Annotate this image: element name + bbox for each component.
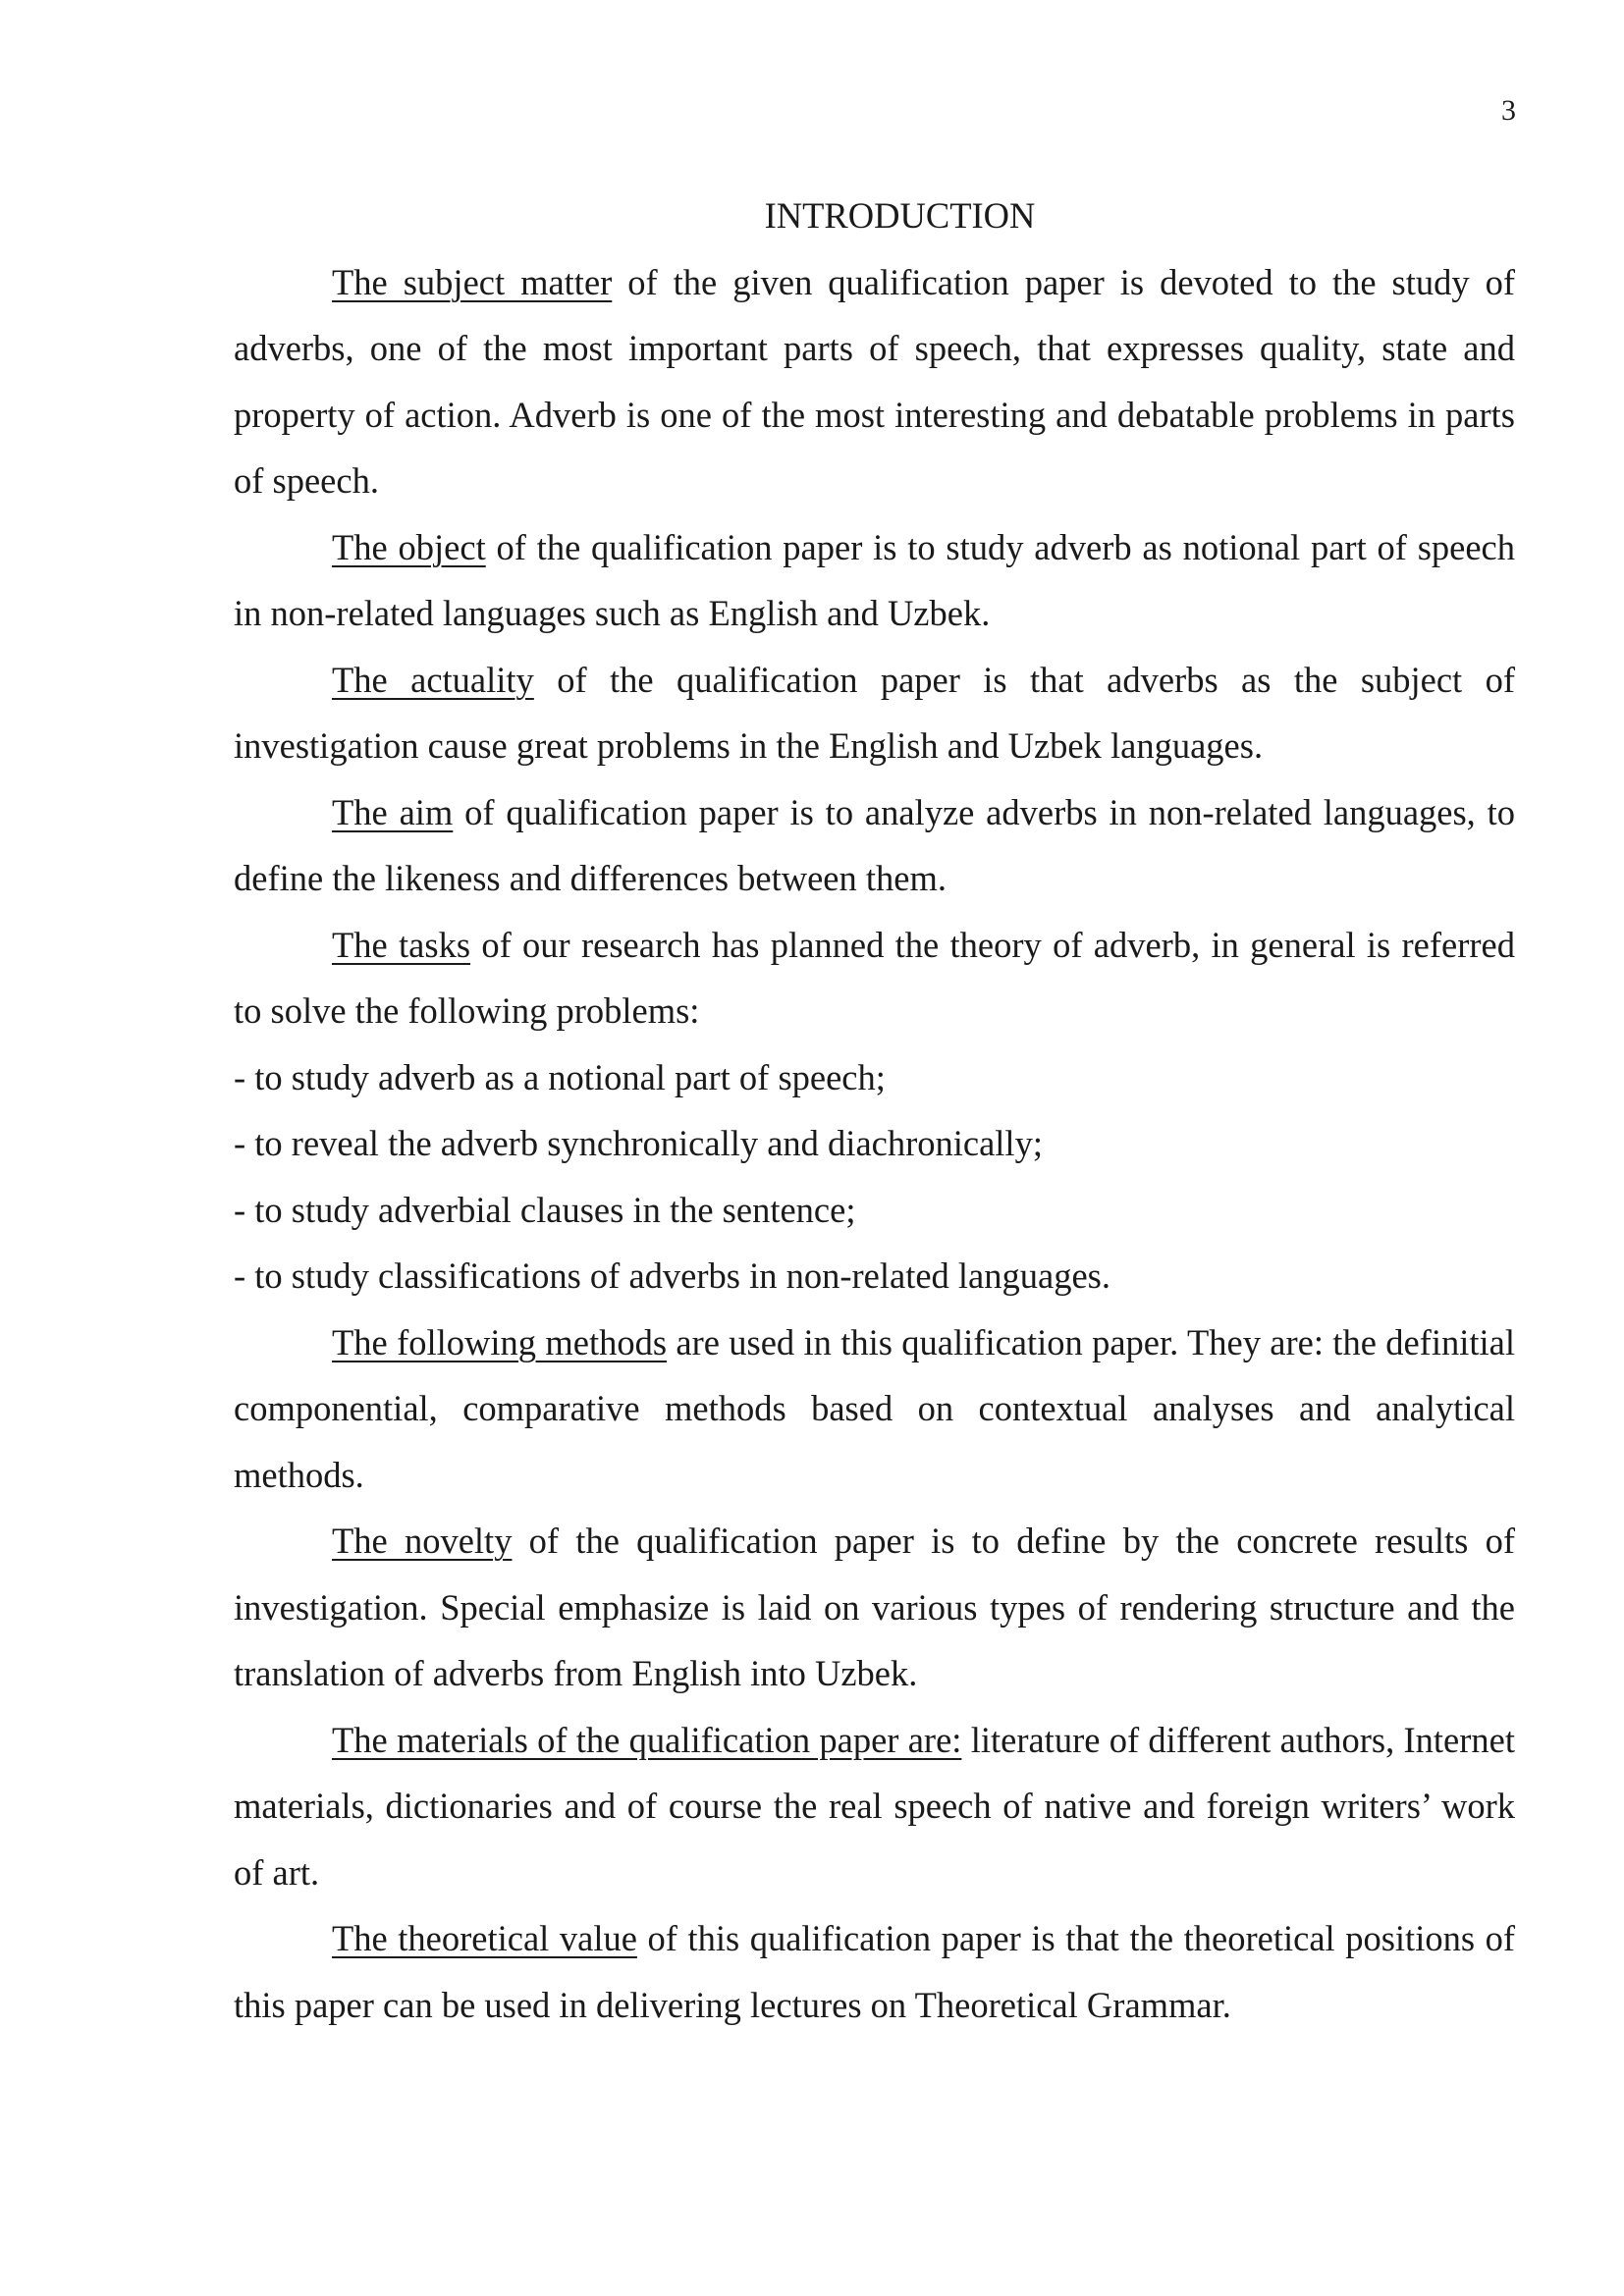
paragraph-lead: The theoretical value bbox=[332, 1918, 637, 1958]
paragraph-methods bbox=[234, 1309, 1515, 1509]
paragraph-actuality bbox=[234, 647, 1515, 779]
section-heading: INTRODUCTION bbox=[764, 195, 1036, 236]
paragraph-lead: The materials of the qualification paper are: bbox=[332, 1719, 962, 1760]
paragraph-text: of our research has planned the theory of adverb, in general is referred to solve the following problems: bbox=[234, 924, 1515, 1031]
paragraph-lead: The object bbox=[332, 526, 486, 567]
paragraph-subject-matter bbox=[234, 249, 1515, 514]
paragraph-aim bbox=[234, 779, 1515, 912]
paragraph-lead: The novelty bbox=[332, 1521, 513, 1561]
page-number: 3 bbox=[1501, 94, 1516, 127]
paragraph-text: of the given qualification paper is devoted to the study of adverbs, one of the most important parts of speech, that expresses quality, state and property of action. Adverb is one of the most interesting and debatable problems in parts of speech. bbox=[234, 261, 1515, 501]
paragraph-theoretical-value bbox=[234, 1905, 1515, 2038]
paragraph-lead: The aim bbox=[332, 791, 454, 832]
paragraph-lead: The following methods bbox=[332, 1321, 668, 1362]
paragraph-lead: The actuality bbox=[332, 659, 534, 700]
paragraph-novelty bbox=[234, 1508, 1515, 1707]
list-item: - to study classifications of adverbs in non-related languages. bbox=[234, 1255, 1110, 1296]
paragraph-text: of this qualification paper is that the theoretical positions of this paper can be used in delivering lectures on Theoretical Grammar. bbox=[234, 1918, 1515, 2025]
paragraph-text: of the qualification paper is that adverbs as the subject of investigation cause great problems in the English and Uzbek languages. bbox=[234, 659, 1515, 766]
paragraph-text: of the qualification paper is to study adverb as notional part of speech in non-related languages such as English and Uzbek. bbox=[234, 526, 1515, 633]
paragraph-lead: The subject matter bbox=[332, 261, 613, 302]
paragraph-materials bbox=[234, 1707, 1515, 1906]
paragraph-text: of qualification paper is to analyze adverbs in non-related languages, to define the likeness and differences between them. bbox=[234, 791, 1516, 898]
paragraph-lead: The tasks bbox=[332, 924, 471, 965]
paragraph-text: of the qualification paper is to define by the concrete results of investigation. Special emphasize is laid on various types of rendering structure and the translation of adverbs from English into Uzbek. bbox=[234, 1521, 1515, 1693]
list-item: - to reveal the adverb synchronically and diachronically; bbox=[234, 1123, 1043, 1163]
paragraph-text: literature of different authors, Internet materials, dictionaries and of course the real speech of native and foreign writers’ work of art. bbox=[234, 1719, 1516, 1893]
paragraph-object bbox=[234, 514, 1515, 647]
paragraph-text: are used in this qualification paper. They are: the definitial componential, comparative methods based on contextual analyses and analytical methods. bbox=[234, 1321, 1515, 1495]
document-body bbox=[234, 183, 1515, 2038]
list-item: - to study adverb as a notional part of speech; bbox=[234, 1056, 886, 1097]
paragraph-tasks bbox=[234, 912, 1515, 1044]
list-item: - to study adverbial clauses in the sentence; bbox=[234, 1189, 856, 1230]
